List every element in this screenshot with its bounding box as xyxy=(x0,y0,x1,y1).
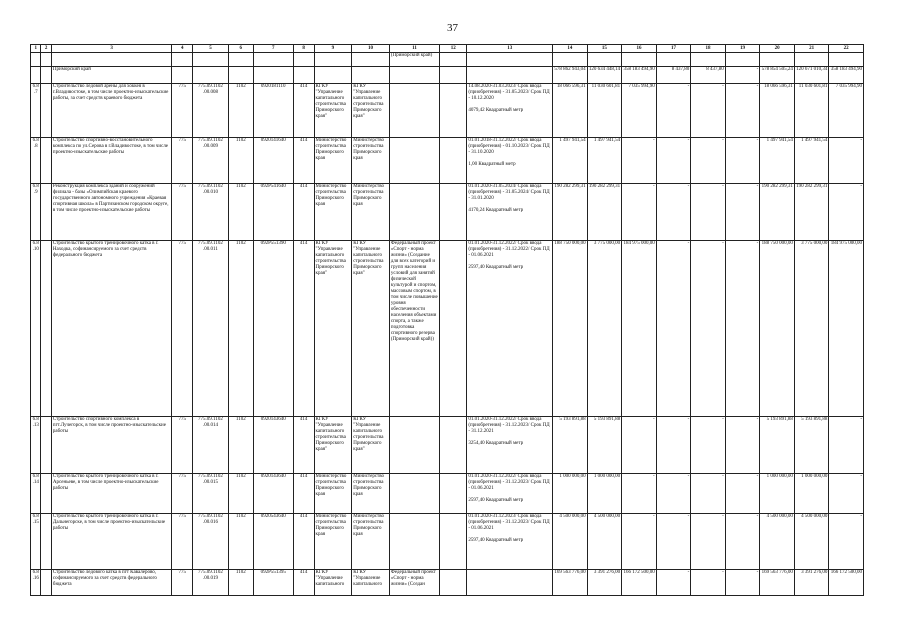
table-row xyxy=(31,241,864,417)
column-header: 22 xyxy=(829,45,864,53)
table-cell: - xyxy=(656,138,691,184)
table-cell: - xyxy=(656,474,691,514)
table-cell: 775 xyxy=(172,241,193,417)
table-cell: - xyxy=(691,514,726,570)
table-cell: 1102 xyxy=(228,138,253,184)
table-cell xyxy=(41,241,51,417)
investment-table xyxy=(30,44,864,596)
table-cell: 775 xyxy=(172,138,193,184)
table-cell: 1102 xyxy=(228,474,253,514)
table-cell: Министерство строительства Приморского края xyxy=(314,514,352,570)
table-cell: 184 975 000,00 xyxy=(622,241,657,417)
table-cell: 092P551395 xyxy=(253,570,293,596)
table-cell: - xyxy=(725,184,760,241)
table-cell: 775 xyxy=(172,474,193,514)
table-cell: - xyxy=(829,138,864,184)
table-cell: 775.09.1102 .00.011 xyxy=(193,241,229,417)
table-cell: 188 750 000,00 xyxy=(553,241,588,417)
table-cell: 11 030 601,81 xyxy=(587,84,622,138)
column-header: 19 xyxy=(725,45,760,53)
table-cell: - xyxy=(829,417,864,474)
table-row xyxy=(31,570,864,596)
table-cell xyxy=(41,514,51,570)
table-cell: Строительство спортивного комплекса в пгт.Лучегорск, в том числе проектно-изыскательские работы xyxy=(51,417,171,474)
table-cell xyxy=(440,570,467,596)
table-cell xyxy=(440,67,467,84)
table-cell: 414 xyxy=(293,138,314,184)
table-cell: - xyxy=(622,138,657,184)
table-cell xyxy=(172,67,193,84)
table-cell xyxy=(352,67,390,84)
table-cell: Федеральный проект «Спорт - норма жизни» (Создан xyxy=(389,570,439,596)
table-cell: Министерство строительства Приморского края xyxy=(352,138,390,184)
table-cell: - xyxy=(691,241,726,417)
table-cell xyxy=(172,53,193,67)
table-cell: 5 193 891,88 xyxy=(794,417,829,474)
table-cell: 0920143640 xyxy=(253,417,293,474)
column-header: 8 xyxy=(293,45,314,53)
table-cell: 4 500 000,00 xyxy=(794,514,829,570)
table-cell: 414 xyxy=(293,241,314,417)
table-cell: 120 634 448,14 xyxy=(587,67,622,84)
column-header: 13 xyxy=(467,45,553,53)
table-cell: 092P541640 xyxy=(253,184,293,241)
table-cell: 775.09.1102 .00.019 xyxy=(193,570,229,596)
table-cell: 414 xyxy=(293,184,314,241)
table-cell xyxy=(760,53,795,67)
table-cell: - xyxy=(691,138,726,184)
table-cell: КГКУ "Управление капитального строительства Приморского края" xyxy=(314,241,352,417)
table-cell: Приморский край xyxy=(51,67,171,84)
table-cell xyxy=(41,53,51,67)
table-cell: 190 282 299,31 xyxy=(760,184,795,241)
table-cell: 6.8.13 xyxy=(31,417,41,474)
table-cell: Строительство ледового катка в пгт Кавалерово, софинансируемого за счет средств федерального бюджета xyxy=(51,570,171,596)
table-cell: Министерство строительства Приморского края xyxy=(314,184,352,241)
table-cell: - xyxy=(691,570,726,596)
table-cell: 01.01.2020-31.12.2022/ Срок ввода (приобретения) - 31.12.2023/ Срок ПД - 01.06.2021 2597,40 Квадратный метр xyxy=(467,474,553,514)
table-cell: КГКУ "Управление капитального строительства Приморского края" xyxy=(314,417,352,474)
table-cell: 7 035 994,90 xyxy=(829,84,864,138)
table-cell: 0920143640 xyxy=(253,474,293,514)
table-cell xyxy=(389,84,439,138)
table-cell: 1 000 000,00 xyxy=(794,474,829,514)
table-cell: Федеральный проект «Спорт - норма жизни» (Создание для всех категорий и групп населения условий для занятий физической культурой и спортом, массовым спортом, в том числе повышение уровня обеспеченности населения объектами спорта, а также подготовка спортивного резерва (Приморский край)) xyxy=(389,241,439,417)
table-cell: - xyxy=(725,570,760,596)
table-cell xyxy=(193,53,229,67)
table-cell xyxy=(725,53,760,67)
table-row xyxy=(31,184,864,241)
table-cell xyxy=(51,53,171,67)
table-cell: 414 xyxy=(293,84,314,138)
table-cell: 414 xyxy=(293,570,314,596)
table-cell: 01.01.2018-31.12.2022/ Срок ввода (приобретения) - 01.10.2023/ Срок ПД - 31.10.2020 1,00 Квадратный метр xyxy=(467,138,553,184)
table-cell: 1 497 941,54 xyxy=(794,138,829,184)
table-cell: 184 975 000,00 xyxy=(829,241,864,417)
table-row xyxy=(31,474,864,514)
table-cell xyxy=(656,53,691,67)
table-cell: 8 437,80 xyxy=(691,67,726,84)
table-cell: КГКУ "Управление капитального xyxy=(314,570,352,596)
table-cell: 14.08.2020-31.03.2023/ Срок ввода (приобретения) - 31.05.2023/ Срок ПД - 10.12.2020 4079,42 Квадратный метр xyxy=(467,84,553,138)
table-cell: - xyxy=(691,417,726,474)
column-header: 2 xyxy=(41,45,51,53)
table-cell: 11 030 601,81 xyxy=(794,84,829,138)
table-cell: 01.01.2020-31.12.2023/ Срок ввода (приобретения) - 31.12.2023/ Срок ПД - 01.06.2021 2597,40 Квадратный метр xyxy=(467,514,553,570)
table-cell xyxy=(467,53,553,67)
table-cell: 1 497 941,54 xyxy=(760,138,795,184)
table-cell xyxy=(314,67,352,84)
table-cell: 169 563 776,00 xyxy=(760,570,795,596)
table-cell xyxy=(228,67,253,84)
table-cell xyxy=(293,53,314,67)
table-cell: - xyxy=(725,474,760,514)
table-cell: 358 183 494,90 xyxy=(622,67,657,84)
table-cell: 414 xyxy=(293,514,314,570)
table-cell: 1 000 000,00 xyxy=(587,474,622,514)
table-cell: 190 282 299,31 xyxy=(553,184,588,241)
table-cell: 578 862 943,04 xyxy=(553,67,588,84)
table-cell: - xyxy=(829,474,864,514)
table-cell xyxy=(440,514,467,570)
column-header: 17 xyxy=(656,45,691,53)
table-cell: Министерство строительства Приморского края xyxy=(352,514,390,570)
table-cell: - xyxy=(656,417,691,474)
table-cell: 092P551390 xyxy=(253,241,293,417)
table-cell: 6.8.14 xyxy=(31,474,41,514)
table-cell: 5 193 891,88 xyxy=(587,417,622,474)
table-cell: - xyxy=(656,184,691,241)
table-cell: 4 500 000,00 xyxy=(760,514,795,570)
table-cell: - xyxy=(622,184,657,241)
table-cell: - xyxy=(622,514,657,570)
table-cell xyxy=(467,570,553,596)
table-cell xyxy=(467,67,553,84)
table-cell: КГКУ "Управление капитального строительства Приморского края" xyxy=(352,241,390,417)
table-cell: - xyxy=(829,184,864,241)
table-cell xyxy=(293,67,314,84)
table-cell xyxy=(794,53,829,67)
table-row xyxy=(31,53,864,67)
table-cell: - xyxy=(725,241,760,417)
table-cell xyxy=(389,514,439,570)
table-cell: 166 172 500,00 xyxy=(829,570,864,596)
table-cell xyxy=(193,67,229,84)
table-cell xyxy=(389,417,439,474)
table-cell: - xyxy=(691,84,726,138)
table-cell: 358 183 494,90 xyxy=(829,67,864,84)
table-cell: 775.09.1102 .00.016 xyxy=(193,514,229,570)
column-header: 3 xyxy=(51,45,171,53)
column-header: 14 xyxy=(553,45,588,53)
table-cell: Министерство строительства Приморского края xyxy=(352,184,390,241)
table-cell: 01.01.2020-31.05.2024/ Срок ввода (приобретения) - 31.05.2024/ Срок ПД - 31.01.2020 4170,24 Квадратный метр xyxy=(467,184,553,241)
table-cell: Министерство строительства Приморского края xyxy=(314,474,352,514)
table-cell xyxy=(691,53,726,67)
table-cell xyxy=(253,67,293,84)
table-cell: - xyxy=(725,417,760,474)
table-cell: 414 xyxy=(293,474,314,514)
table-cell xyxy=(31,53,41,67)
table-cell: 120 671 010,34 xyxy=(794,67,829,84)
table-cell xyxy=(31,67,41,84)
table-cell: (Приморский край) xyxy=(389,53,439,67)
column-header: 7 xyxy=(253,45,293,53)
table-cell: 775.09.1102 .00.015 xyxy=(193,474,229,514)
table-cell: - xyxy=(656,84,691,138)
table-cell: Строительство крытого тренировочного катка в г. Дальнегорске, в том числе проектно-изыскательские работы xyxy=(51,514,171,570)
table-cell: 188 750 000,00 xyxy=(760,241,795,417)
table-cell: 6.8.8 xyxy=(31,138,41,184)
table-row xyxy=(31,417,864,474)
table-cell: 5 193 891,88 xyxy=(760,417,795,474)
column-header: 20 xyxy=(760,45,795,53)
table-cell: Строительство крытого тренировочного катка в г. Арсеньеве, в том числе проектно-изыскательские работы xyxy=(51,474,171,514)
table-cell: 414 xyxy=(293,417,314,474)
table-cell: 6.8.9 xyxy=(31,184,41,241)
table-cell xyxy=(389,474,439,514)
table-cell: Министерство строительства Приморского края xyxy=(352,474,390,514)
column-header: 9 xyxy=(314,45,352,53)
table-cell xyxy=(440,474,467,514)
table-cell: 6.8.10 xyxy=(31,241,41,417)
table-cell: 190 282 299,31 xyxy=(587,184,622,241)
column-header: 4 xyxy=(172,45,193,53)
table-cell: 3 391 276,00 xyxy=(794,570,829,596)
table-cell xyxy=(440,138,467,184)
table-cell: - xyxy=(829,514,864,570)
column-header: 16 xyxy=(622,45,657,53)
table-cell: КГКУ "Управление капитального строительства Приморского края" xyxy=(352,84,390,138)
table-cell xyxy=(829,53,864,67)
table-cell xyxy=(41,67,51,84)
table-cell: - xyxy=(725,138,760,184)
table-cell: 7 035 994,90 xyxy=(622,84,657,138)
table-cell xyxy=(352,53,390,67)
column-header: 5 xyxy=(193,45,229,53)
subtotal-row xyxy=(31,67,864,84)
table-cell: - xyxy=(656,514,691,570)
table-cell: 578 854 505,24 xyxy=(760,67,795,84)
table-cell: 18 066 596,31 xyxy=(553,84,588,138)
table-cell: 775.09.1102 .00.009 xyxy=(193,138,229,184)
table-cell: 01.01.2020-31.12.2022/ Срок ввода (приобретения) - 31.12.2022/ Срок ПД - 01.06.2021 2597,40 Квадратный метр xyxy=(467,241,553,417)
table-cell xyxy=(440,84,467,138)
table-cell xyxy=(228,53,253,67)
table-cell: 1102 xyxy=(228,417,253,474)
table-cell: 1 497 941,54 xyxy=(553,138,588,184)
column-header: 1 xyxy=(31,45,41,53)
table-cell: 6.8.7 xyxy=(31,84,41,138)
column-header: 11 xyxy=(389,45,439,53)
table-cell: 775 xyxy=(172,417,193,474)
column-header: 18 xyxy=(691,45,726,53)
table-cell: 1102 xyxy=(228,241,253,417)
table-cell: 775.09.1102 .00.010 xyxy=(193,184,229,241)
table-cell xyxy=(41,84,51,138)
table-cell: 1 000 000,00 xyxy=(760,474,795,514)
table-cell: КГКУ "Управление капитального строительства Приморского края" xyxy=(314,84,352,138)
table-cell: - xyxy=(725,67,760,84)
table-cell: Министерство строительства Приморского края xyxy=(314,138,352,184)
table-cell: 5 193 891,88 xyxy=(553,417,588,474)
table-cell: 169 563 776,00 xyxy=(553,570,588,596)
table-row xyxy=(31,514,864,570)
table-cell: 1102 xyxy=(228,84,253,138)
table-cell xyxy=(440,241,467,417)
table-cell: 4 500 000,00 xyxy=(587,514,622,570)
column-header: 6 xyxy=(228,45,253,53)
table-cell: Строительство ледовой арены для хоккея в г.Владивостоке, в том числе проектно-изыскательские работы, за счет средств краевого бюджета xyxy=(51,84,171,138)
table-cell: 775.09.1102 .00.014 xyxy=(193,417,229,474)
table-cell: - xyxy=(622,417,657,474)
table-cell: КГКУ "Управление капитального xyxy=(352,570,390,596)
table-cell xyxy=(253,53,293,67)
table-row xyxy=(31,138,864,184)
table-cell: - xyxy=(725,84,760,138)
table-cell xyxy=(389,138,439,184)
column-header: 15 xyxy=(587,45,622,53)
table-cell: 18 066 596,31 xyxy=(760,84,795,138)
table-cell xyxy=(41,474,51,514)
table-cell: 775 xyxy=(172,514,193,570)
table-cell xyxy=(41,138,51,184)
table-cell xyxy=(41,184,51,241)
table-cell: 6.8.15 xyxy=(31,514,41,570)
table-cell: 4 500 000,00 xyxy=(553,514,588,570)
table-cell: - xyxy=(622,474,657,514)
column-header: 10 xyxy=(352,45,390,53)
table-cell xyxy=(314,53,352,67)
header-row xyxy=(31,45,864,53)
column-header: 12 xyxy=(440,45,467,53)
table-cell: 775.09.1102 .00.008 xyxy=(193,84,229,138)
page-number: 37 xyxy=(447,22,458,34)
table-row xyxy=(31,84,864,138)
table-cell: 0920141640 xyxy=(253,138,293,184)
table-cell xyxy=(553,53,588,67)
table-cell: 8 437,80 xyxy=(656,67,691,84)
table-cell: 166 172 500,00 xyxy=(622,570,657,596)
table-cell: Реконструкция комплекса зданий и сооружений филиала - базы «Олимпийская краевого государственного автономного учреждения «Краевая спортивная школа» в Партизанском городском округе, в том числе проектно-изыскательские работы xyxy=(51,184,171,241)
table-cell: 1 497 941,54 xyxy=(587,138,622,184)
table-cell xyxy=(440,184,467,241)
table-cell xyxy=(622,53,657,67)
table-cell xyxy=(440,417,467,474)
table-cell xyxy=(389,67,439,84)
table-cell: 775 xyxy=(172,184,193,241)
table-cell xyxy=(440,53,467,67)
table-cell xyxy=(587,53,622,67)
table-cell: Строительство спортивно-восстановительного комплекса по ул.Серова в г.Владивостоке, в том числе проектно-изыскательские работы xyxy=(51,138,171,184)
table-cell xyxy=(41,570,51,596)
table-cell: 1102 xyxy=(228,514,253,570)
table-cell: 1 000 000,00 xyxy=(553,474,588,514)
table-cell: 0920543640 xyxy=(253,514,293,570)
table-cell: Строительство крытого тренировочного катка в г. Находка, софинансируемого за счет средств федерального бюджета xyxy=(51,241,171,417)
table-cell: 3 391 276,00 xyxy=(587,570,622,596)
table-cell: КГКУ "Управление капитального строительства Приморского края" xyxy=(352,417,390,474)
table-cell: 6.8.16 xyxy=(31,570,41,596)
table-cell: 1102 xyxy=(228,184,253,241)
table-cell: 0920181110 xyxy=(253,84,293,138)
table-cell: 775 xyxy=(172,570,193,596)
table-cell xyxy=(41,417,51,474)
table-cell: - xyxy=(656,570,691,596)
table-cell: - xyxy=(691,474,726,514)
table-cell: 775 xyxy=(172,84,193,138)
table-cell: 3 775 000,00 xyxy=(587,241,622,417)
table-cell xyxy=(389,184,439,241)
column-header: 21 xyxy=(794,45,829,53)
table-cell: - xyxy=(656,241,691,417)
table-cell: 3 775 000,00 xyxy=(794,241,829,417)
table-cell: 1102 xyxy=(228,570,253,596)
table-cell: 01.01.2020-31.12.2022/ Срок ввода (приобретения) - 31.12.2023/ Срок ПД - 31.12.2021 3254,40 Квадратный метр xyxy=(467,417,553,474)
table-cell: - xyxy=(691,184,726,241)
table-cell: 190 282 299,31 xyxy=(794,184,829,241)
table-cell: - xyxy=(725,514,760,570)
